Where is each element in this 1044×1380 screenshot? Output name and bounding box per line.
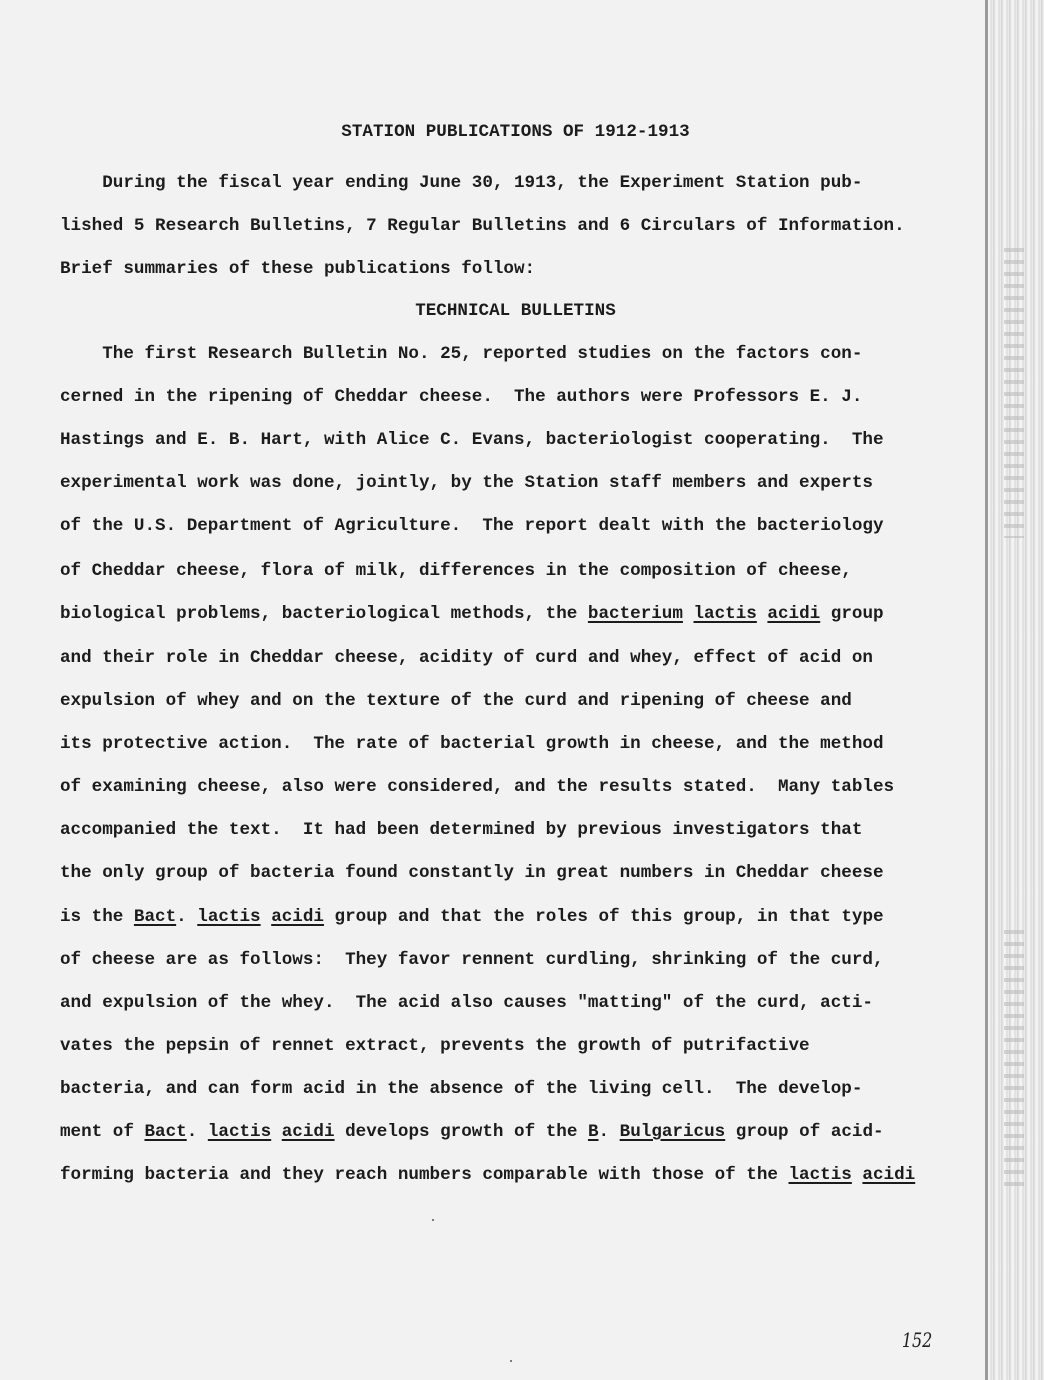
body-line: forming bacteria and they reach numbers comparable with those of the lactis acidi [60, 1165, 916, 1185]
body-line: and their role in Cheddar cheese, acidity of curd and whey, effect of acid on [60, 648, 873, 668]
body-line: of the U.S. Department of Agriculture. The report dealt with the bacteriology [60, 516, 884, 536]
paper-speck [432, 1219, 434, 1221]
body-line: vates the pepsin of rennet extract, prevents the growth of putrifactive [60, 1036, 810, 1056]
body-line: biological problems, bacteriological methods, the bacterium lactis acidi group [60, 604, 884, 624]
body-line: of examining cheese, also were considered, and the results stated. Many tables [60, 777, 895, 797]
section-heading: TECHNICAL BULLETINS [415, 301, 616, 321]
body-line: its protective action. The rate of bacterial growth in cheese, and the method [60, 734, 884, 754]
body-line: cerned in the ripening of Cheddar cheese. The authors were Professors E. J. [60, 387, 863, 407]
body-line: expulsion of whey and on the texture of the curd and ripening of cheese and [60, 691, 852, 711]
body-line: The first Research Bulletin No. 25, reported studies on the factors con- [60, 344, 863, 364]
page-gutter-line [985, 0, 988, 1380]
body-line: experimental work was done, jointly, by the Station staff members and experts [60, 473, 873, 493]
page-number: 152 [901, 1328, 933, 1352]
page-heading: STATION PUBLICATIONS OF 1912-1913 [341, 122, 690, 142]
intro-line: Brief summaries of these publications follow: [60, 259, 536, 279]
body-line: is the Bact. lactis acidi group and that the roles of this group, in that type [60, 907, 884, 927]
body-line: ment of Bact. lactis acidi develops growth of the B. Bulgaricus group of acid- [60, 1122, 884, 1142]
intro-line: During the fiscal year ending June 30, 1913, the Experiment Station pub- [60, 173, 863, 193]
body-line: accompanied the text. It had been determined by previous investigators that [60, 820, 863, 840]
bleed-through-marks [1004, 930, 1024, 1190]
intro-line: lished 5 Research Bulletins, 7 Regular Bulletins and 6 Circulars of Information. [60, 216, 905, 236]
body-line: of Cheddar cheese, flora of milk, differences in the composition of cheese, [60, 561, 852, 581]
body-line: and expulsion of the whey. The acid also causes "matting" of the curd, acti- [60, 993, 873, 1013]
body-line: Hastings and E. B. Hart, with Alice C. Evans, bacteriologist cooperating. The [60, 430, 884, 450]
paper-speck [510, 1360, 512, 1362]
body-line: of cheese are as follows: They favor rennent curdling, shrinking of the curd, [60, 950, 884, 970]
body-line: the only group of bacteria found constantly in great numbers in Cheddar cheese [60, 863, 884, 883]
body-line: bacteria, and can form acid in the absence of the living cell. The develop- [60, 1079, 863, 1099]
bleed-through-marks [1004, 248, 1024, 538]
